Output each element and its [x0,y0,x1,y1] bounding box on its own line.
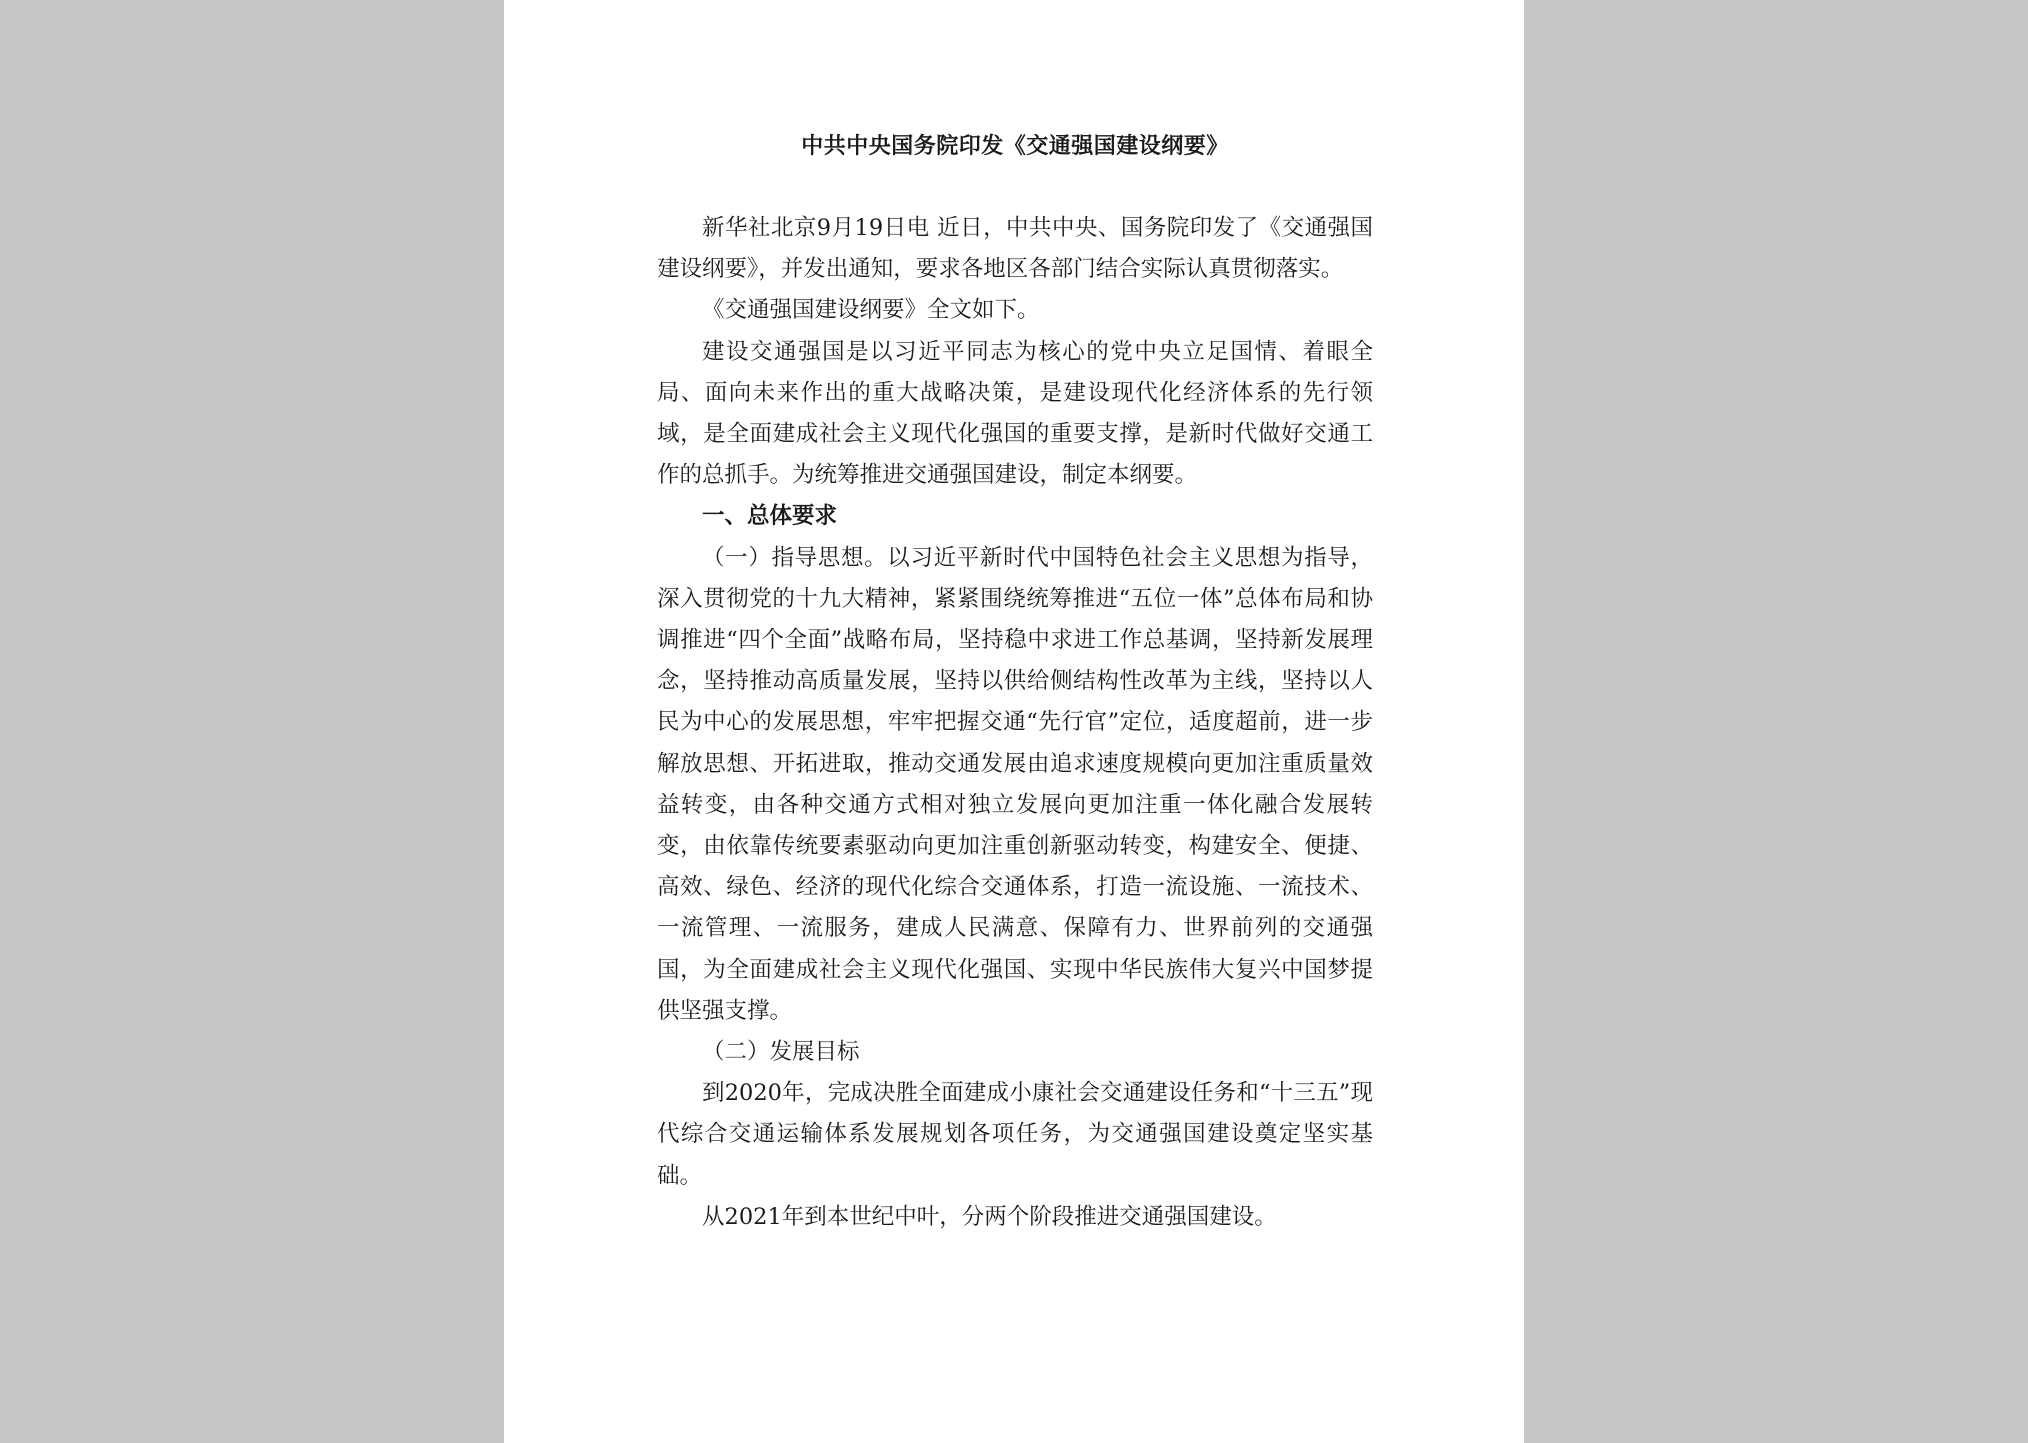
document-page [504,0,1524,1443]
paragraph-goal-2021: 从2021年到本世纪中叶，分两个阶段推进交通强国建设。 [702,1203,1277,1230]
paragraph-goal-2020: 到2020年，完成决胜全面建成小康社会交通建设任务和“十三五”现代综合交通运输体系发展规划各项任务，为交通强国建设奠定坚实基础。 [657,1080,1373,1189]
paragraph-preamble: 建设交通强国是以习近平同志为核心的党中央立足国情、着眼全局、面向未来作出的重大战略决策，是建设现代化经济体系的先行领域，是全面建成社会主义现代化强国的重要支撑，是新时代做好交通工作的总抓手。为统筹推进交通强国建设，制定本纲要。 [657,338,1373,489]
document-content [657,208,1373,1238]
document-title: 中共中央国务院印发《交通强国建设纲要》 [801,133,1229,159]
paragraph-fulltext-note: 《交通强国建设纲要》全文如下。 [702,297,1040,324]
section-heading-general-requirements: 一、总体要求 [702,503,838,530]
paragraph-guiding-ideology: （一）指导思想。以习近平新时代中国特色社会主义思想为指导，深入贯彻党的十九大精神，紧紧围绕统筹推进“五位一体”总体布局和协调推进“四个全面”战略布局，坚持稳中求进工作总基调，坚持新发展理念，坚持推动高质量发展，坚持以供给侧结构性改革为主线，坚持以人民为中心的发展思想，牢牢把握交通“先行官”定位，适度超前，进一步解放思想、开拓进取，推动交通发展由追求速度规模向更加注重质量效益转变，由各种交通方式相对独立发展向更加注重一体化融合发展转变，由依靠传统要素驱动向更加注重创新驱动转变，构建安全、便捷、高效、绿色、经济的现代化综合交通体系，打造一流设施、一流技术、一流管理、一流服务，建成人民满意、保障有力、世界前列的交通强国，为全面建成社会主义现代化强国、实现中华民族伟大复兴中国梦提供坚强支撑。 [657,544,1373,1024]
subheading-development-goals: （二）发展目标 [702,1039,860,1066]
paragraph-intro: 新华社北京9月19日电 近日，中共中央、国务院印发了《交通强国建设纲要》，并发出通知，要求各地区各部门结合实际认真贯彻落实。 [657,215,1373,283]
